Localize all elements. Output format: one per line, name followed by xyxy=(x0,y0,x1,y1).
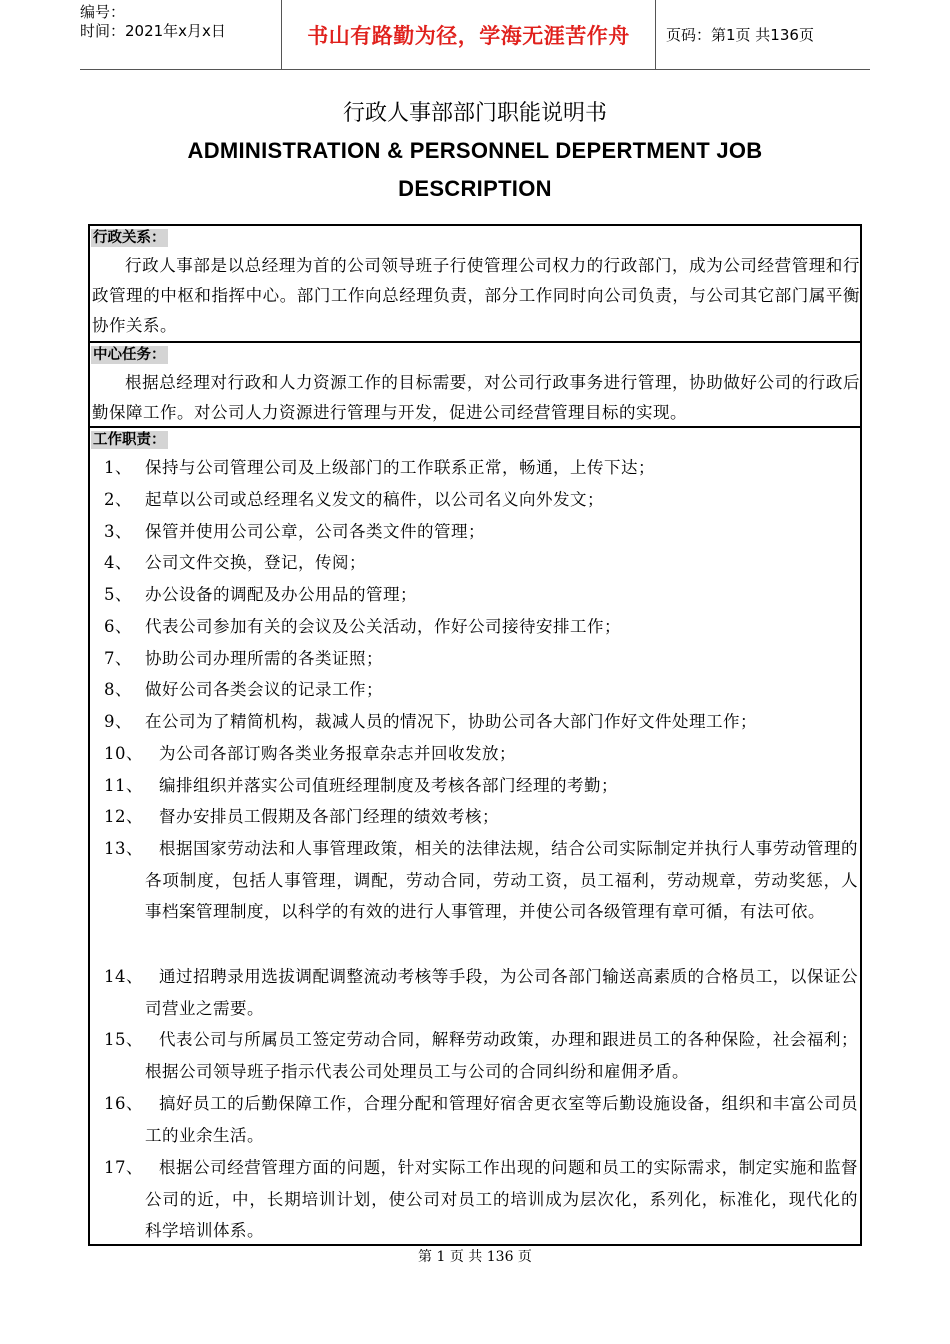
duty-text: 保管并使用公司公章，公司各类文件的管理； xyxy=(145,522,485,541)
duty-text: 公司文件交换，登记，传阅； xyxy=(145,553,366,572)
duty-text: 编排组织并落实公司值班经理制度及考核各部门经理的考勤； xyxy=(159,776,618,795)
page-footer: 第 1 页 共 136 页 xyxy=(418,1249,532,1265)
duty-number: 17、 xyxy=(104,1158,143,1177)
section-text-relation: 行政人事部是以总经理为首的公司领导班子行使管理公司权力的行政部门，成为公司经营管理和行政管理的中枢和指挥中心。部门工作向总经理负责，部分工作同时向公司负责，与公司其它部门属平衡协作关系。 xyxy=(92,256,860,335)
title-chinese: 行政人事部部门职能说明书 xyxy=(342,101,607,126)
section-label-duties: 工作职责： xyxy=(93,432,166,448)
time-label: 时间：2021年x月x日 xyxy=(80,22,226,40)
row-divider xyxy=(88,341,862,343)
header-meta xyxy=(80,0,282,69)
duty-number: 6、 xyxy=(104,617,132,636)
duty-number: 13、 xyxy=(104,839,143,858)
page-header xyxy=(80,0,870,70)
duty-text: 为公司各部订购各类业务报章杂志并回收发放； xyxy=(159,744,516,763)
section-label-relation: 行政关系： xyxy=(93,230,166,246)
duty-text: 做好公司各类会议的记录工作； xyxy=(145,680,383,699)
duty-text: 协助公司办理所需的各类证照； xyxy=(145,649,383,668)
duty-text: 代表公司参加有关的会议及公关活动，作好公司接待安排工作； xyxy=(145,617,621,636)
duty-text: 起草以公司或总经理名义发文的稿件，以公司名义向外发文； xyxy=(145,490,604,509)
duty-number: 4、 xyxy=(104,553,132,572)
duty-text: 在公司为了精简机构，裁减人员的情况下，协助公司各大部门作好文件处理工作； xyxy=(145,712,757,731)
duty-text: 根据公司经营管理方面的问题，针对实际工作出现的问题和员工的实际需求，制定实施和监督公司的近，中，长期培训计划，使公司对员工的培训成为层次化，系列化，标准化，现代化的科学培训体系。 xyxy=(145,1158,858,1240)
duty-number: 2、 xyxy=(104,490,132,509)
duty-number: 11、 xyxy=(104,776,143,795)
duty-text: 督办安排员工假期及各部门经理的绩效考核； xyxy=(159,807,499,826)
duty-text: 搞好员工的后勤保障工作，合理分配和管理好宿舍更衣室等后勤设施设备，组织和丰富公司员工的业余生活。 xyxy=(145,1094,858,1145)
duty-number: 5、 xyxy=(104,585,132,604)
duty-text: 办公设备的调配及办公用品的管理； xyxy=(145,585,417,604)
header-page-info: 页码：第1页 共136页 xyxy=(666,26,814,44)
duty-number: 16、 xyxy=(104,1094,143,1113)
duty-number: 9、 xyxy=(104,712,132,731)
title-english: ADMINISTRATION & PERSONNEL DEPERTMENT JOB DESCRIPTION xyxy=(187,138,763,201)
header-page-cell xyxy=(656,0,870,69)
duty-number: 3、 xyxy=(104,522,132,541)
code-label: 编号： xyxy=(80,3,126,21)
duty-number: 7、 xyxy=(104,649,132,668)
duty-number: 10、 xyxy=(104,744,143,763)
duty-number: 1、 xyxy=(104,458,132,477)
duty-text: 根据国家劳动法和人事管理政策，相关的法律法规，结合公司实际制定并执行人事劳动管理的各项制度，包括人事管理，调配，劳动合同，劳动工资，员工福利，劳动规章，劳动奖惩，人事档案管理制度，以科学的有效的进行人事管理，并使公司各级管理有章可循，有法可依。 xyxy=(145,839,858,921)
duty-text: 保持与公司管理公司及上级部门的工作联系正常，畅通，上传下达； xyxy=(145,458,655,477)
section-label-mission: 中心任务： xyxy=(93,347,166,363)
duty-text: 通过招聘录用选拔调配调整流动考核等手段，为公司各部门输送高素质的合格员工，以保证公司营业之需要。 xyxy=(145,967,858,1018)
duty-number: 8、 xyxy=(104,680,132,699)
header-motto-cell xyxy=(282,0,656,69)
duty-number: 15、 xyxy=(104,1030,143,1049)
duty-text: 代表公司与所属员工签定劳动合同，解释劳动政策，办理和跟进员工的各种保险，社会福利；根据公司领导班子指示代表公司处理员工与公司的合同纠纷和雇佣矛盾。 xyxy=(145,1030,858,1081)
header-motto: 书山有路勤为径，学海无涯苦作舟 xyxy=(307,23,630,48)
section-text-mission: 根据总经理对行政和人力资源工作的目标需要，对公司行政事务进行管理，协助做好公司的行政后勤保障工作。对公司人力资源进行管理与开发，促进公司经营管理目标的实现。 xyxy=(92,373,860,422)
duty-number: 12、 xyxy=(104,807,143,826)
duty-number: 14、 xyxy=(104,967,143,986)
